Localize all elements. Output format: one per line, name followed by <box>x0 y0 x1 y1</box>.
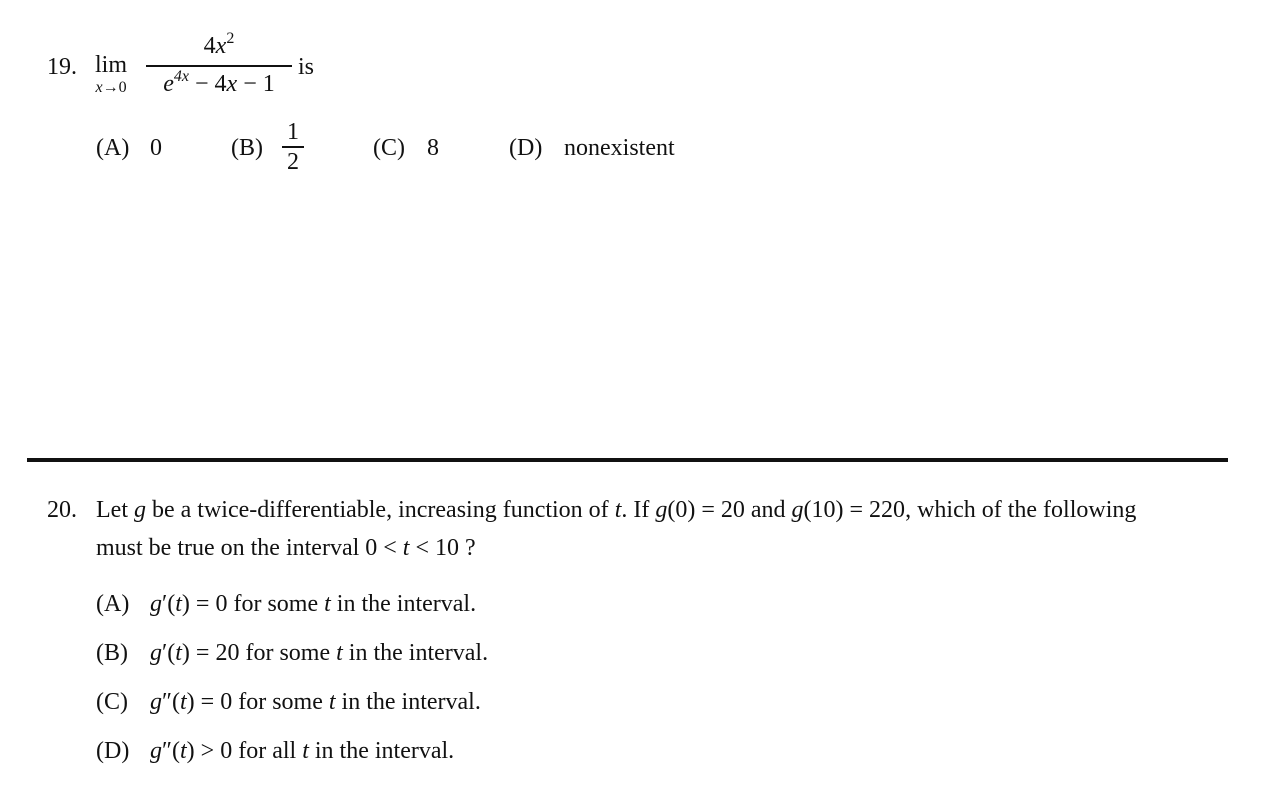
choice-a-value: 0 <box>150 135 162 161</box>
choice-c-value: 8 <box>427 135 439 161</box>
choice-c: (C) g″(t) = 0 for some t in the interval. <box>96 689 481 715</box>
choice-d: (D) g″(t) > 0 for all t in the interval. <box>96 738 455 764</box>
limit-operator: lim x→0 <box>95 52 128 96</box>
section-divider <box>27 458 1228 462</box>
choice-d-label: (D) <box>509 135 543 161</box>
choice-b-fraction: $\frac{1}{2}$ <box>282 118 304 176</box>
choice-b: (B) g′(t) = 20 for some t in the interval. <box>96 640 489 666</box>
question-number: 19. <box>47 54 77 80</box>
suffix-text: is <box>298 54 315 80</box>
question-stem-line-1: Let g be a twice-differentiable, increasing function of t. If g(0) = 20 and g(10) = 220, which of the following <box>96 497 1137 523</box>
choice-d-value: nonexistent <box>564 135 675 161</box>
choice-a: (A) g′(t) = 0 for some t in the interval. <box>96 591 477 617</box>
question-number: 20. <box>47 497 77 523</box>
choice-c-label: (C) <box>373 135 405 161</box>
question-stem-line-2: must be true on the interval 0 < t < 10 ? <box>96 535 476 561</box>
limit-fraction: $\frac{4x^2}{e^{4x} - 4x - 1}$ <box>146 30 292 104</box>
choice-b-label: (B) <box>231 135 263 161</box>
choice-a-label: (A) <box>96 135 130 161</box>
